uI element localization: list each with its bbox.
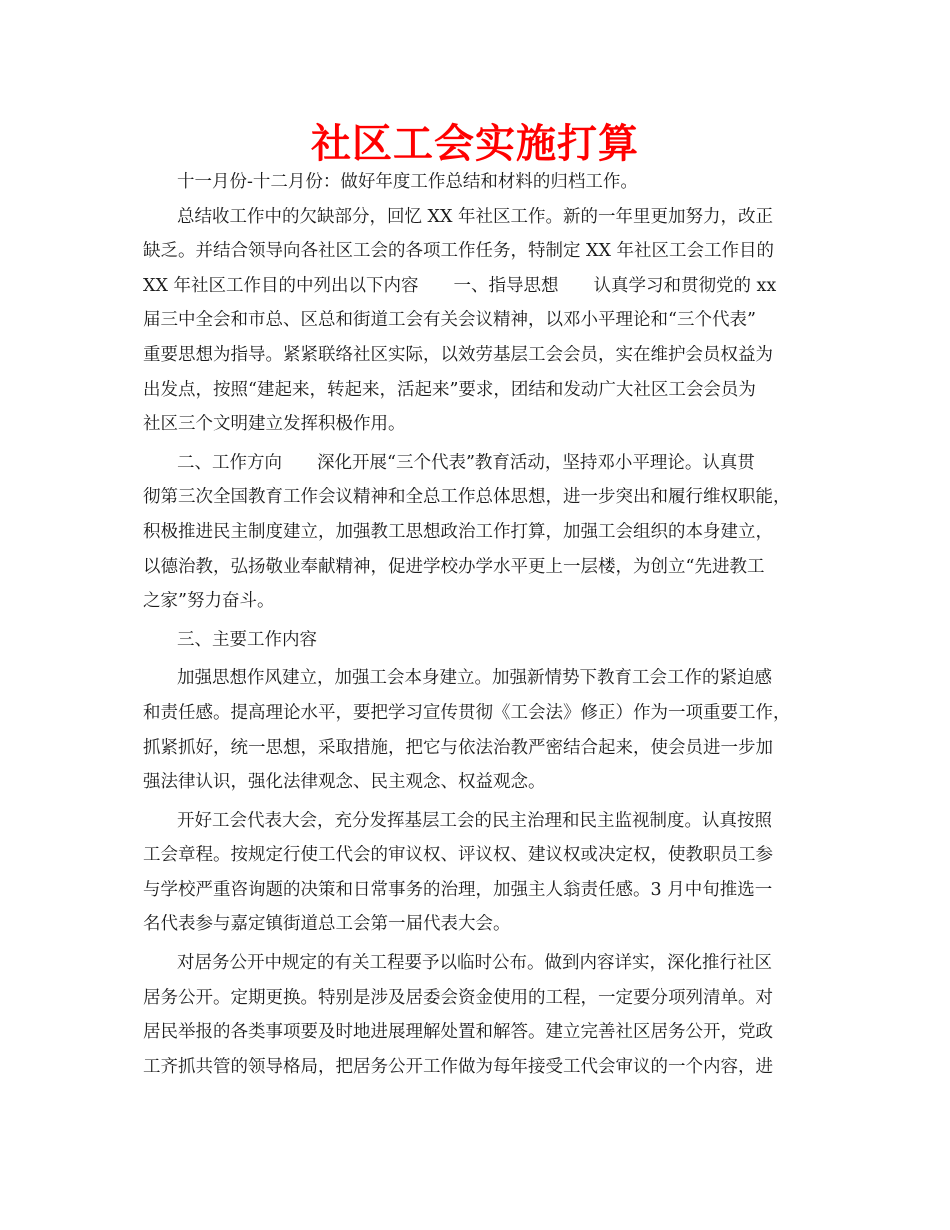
text-line: 与学校严重咨询题的决策和日常事务的治理，加强主人翁责任感。3 月中旬推选一 <box>143 879 773 900</box>
text-line: 届三中全会和市总、区总和街道工会有关会议精神，以邓小平理论和“三个代表” <box>143 310 756 331</box>
document-title: 社区工会实施打算 <box>311 121 639 167</box>
document-body <box>143 165 813 1084</box>
text-line: 重要思想为指导。紧紧联络社区实际，以效劳基层工会会员，实在维护会员权益为 <box>143 344 773 365</box>
text-line: 彻第三次全国教育工作会议精神和全总工作总体思想，进一步突出和履行维权职能， <box>143 487 791 508</box>
text-line: 强法律认识，强化法律观念、民主观念、权益观念。 <box>143 772 546 793</box>
text-line: 居务公开。定期更换。特别是涉及居委会资金使用的工程，一定要分项列清单。对 <box>143 987 773 1008</box>
paragraph-3 <box>143 446 813 619</box>
text-line: 名代表参与嘉定镇街道总工会第一届代表大会。 <box>143 914 511 935</box>
paragraph-4 <box>143 623 813 658</box>
text-line: 缺乏。并结合领导向各社区工会的各项工作任务，特制定 XX 年社区工会工作目的 <box>143 241 775 262</box>
text-line: 总结收工作中的欠缺部分，回忆 XX 年社区工作。新的一年里更加努力，改正 <box>177 206 774 227</box>
text-line: 和责任感。提高理论水平，要把学习宣传贯彻《工会法》修正）作为一项重要工作， <box>143 702 791 723</box>
text-line: 二、工作方向 深化开展“三个代表”教育活动，坚持邓小平理论。认真贯 <box>177 452 755 473</box>
text-line: 工齐抓共管的领导格局，把居务公开工作做为每年接受工代会审议的一个内容，进 <box>143 1056 773 1077</box>
paragraph-2 <box>143 200 813 442</box>
paragraph-6 <box>143 804 813 942</box>
text-line: XX 年社区工作目的中列出以下内容 一、指导思想 认真学习和贯彻党的 xx <box>143 275 777 296</box>
text-line: 十一月份-十二月份：做好年度工作总结和材料的归档工作。 <box>177 172 638 192</box>
text-line: 工会章程。按规定行使工代会的审议权、评议权、建议权或决定权，使教职员工参 <box>143 845 773 866</box>
text-line: 开好工会代表大会，充分发挥基层工会的民主治理和民主监视制度。认真按照 <box>177 810 772 831</box>
text-line: 社区三个文明建立发挥积极作用。 <box>143 414 406 435</box>
paragraph-7 <box>143 946 813 1084</box>
text-line: 对居务公开中规定的有关工程要予以临时公布。做到内容详实，深化推行社区 <box>177 953 772 974</box>
text-line: 出发点，按照“建起来，转起来，活起来”要求，团结和发动广大社区工会会员为 <box>143 379 756 400</box>
paragraph-5 <box>143 661 813 799</box>
text-line: 以德治教，弘扬敬业奉献精神，促进学校办学水平更上一层楼，为创立“先进教工 <box>143 556 765 577</box>
text-line: 积极推进民主制度建立，加强教工思想政治工作打算，加强工会组织的本身建立， <box>143 521 773 542</box>
text-line: 三、主要工作内容 <box>177 629 317 650</box>
text-line: 抓紧抓好，统一思想，采取措施，把它与依法治教严密结合起来，使会员进一步加 <box>143 737 773 758</box>
text-line: 加强思想作风建立，加强工会本身建立。加强新情势下教育工会工作的紧迫感 <box>177 668 772 689</box>
text-line: 居民举报的各类事项要及时地进展理解处置和解答。建立完善社区居务公开，党政 <box>143 1022 773 1043</box>
text-line: 之家”努力奋斗。 <box>143 591 275 612</box>
paragraph-1 <box>143 165 813 200</box>
